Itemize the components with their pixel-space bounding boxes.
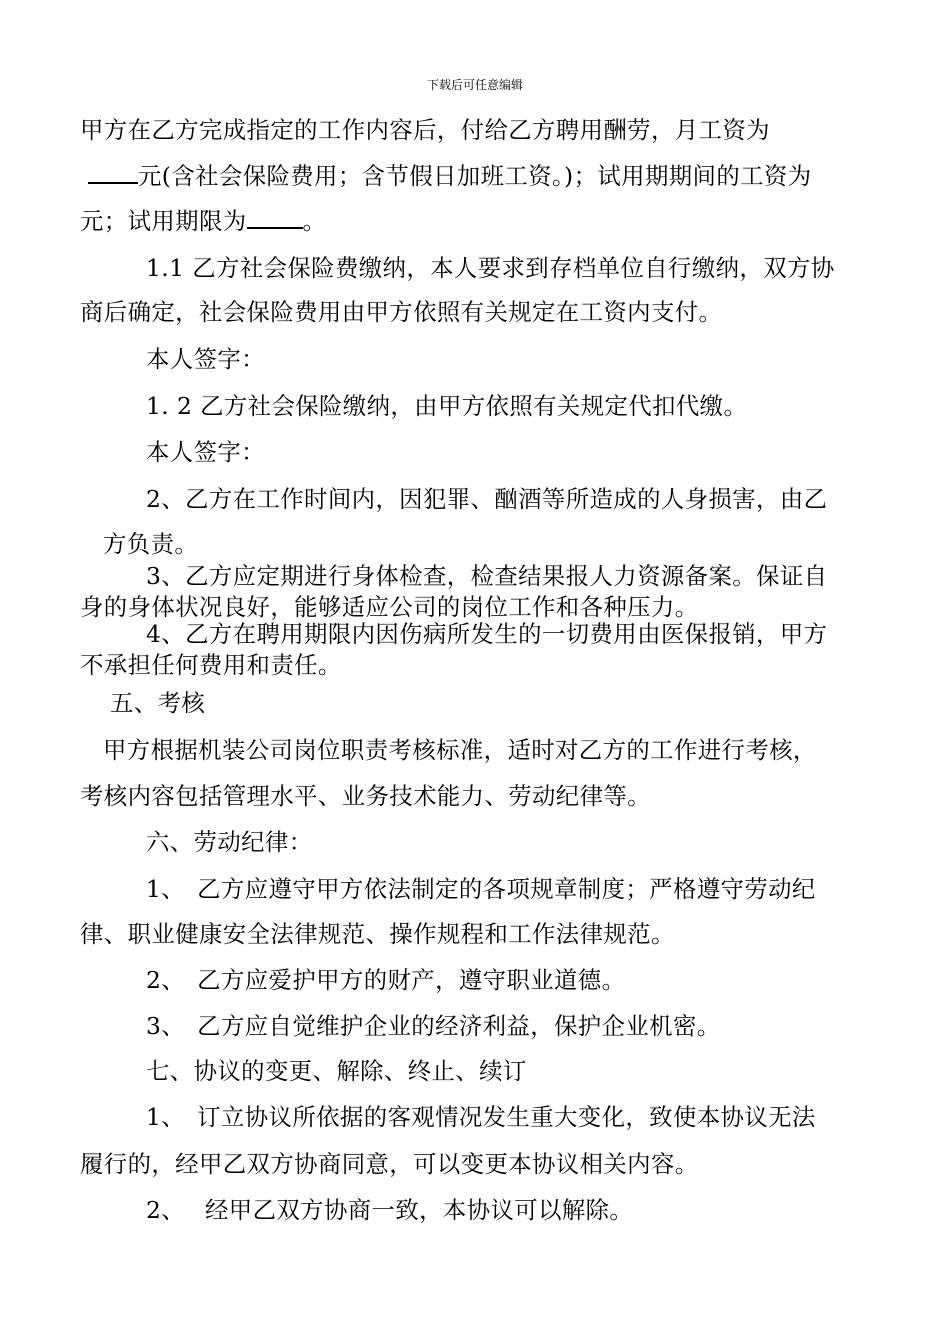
section-heading: 五、考核 bbox=[110, 689, 206, 717]
paragraph-line bbox=[88, 160, 812, 190]
signature-label: 本人签字： bbox=[146, 345, 265, 373]
paragraph-text: 元；试用期限为 bbox=[80, 207, 247, 235]
paragraph-line: 4、乙方在聘用期限内因伤病所发生的一切费用由医保报销，甲方 bbox=[146, 620, 828, 648]
paragraph-line: 不承担任何费用和责任。 bbox=[80, 651, 342, 679]
paragraph-line: 1. 2 乙方社会保险缴纳，由甲方依照有关规定代扣代缴。 bbox=[146, 392, 748, 420]
signature-label: 本人签字： bbox=[146, 438, 265, 466]
blank-underline bbox=[247, 205, 303, 229]
paragraph-line: 1、 乙方应遵守甲方依法制定的各项规章制度；严格遵守劳动纪 bbox=[146, 875, 816, 903]
paragraph-line: 方负责。 bbox=[103, 530, 199, 558]
paragraph-line: 考核内容包括管理水平、业务技术能力、劳动纪律等。 bbox=[80, 782, 651, 810]
paragraph-line: 1、 订立协议所依据的客观情况发生重大变化，致使本协议无法 bbox=[146, 1103, 816, 1131]
paragraph-line: 2、乙方在工作时间内，因犯罪、酗酒等所造成的人身损害，由乙 bbox=[146, 485, 828, 513]
section-heading: 六、劳动纪律： bbox=[146, 828, 313, 856]
blank-underline bbox=[88, 160, 138, 184]
section-heading: 七、协议的变更、解除、终止、续订 bbox=[146, 1057, 527, 1085]
paragraph-line: 1.1 乙方社会保险费缴纳，本人要求到存档单位自行缴纳，双方协 bbox=[146, 254, 835, 282]
paragraph-text: 元(含社会保险费用；含节假日加班工资。)；试用期期间的工资为 bbox=[138, 162, 812, 190]
paragraph-line: 3、乙方应定期进行身体检查，检查结果报人力资源备案。保证自 bbox=[146, 562, 828, 590]
paragraph-line: 3、 乙方应自觉维护企业的经济利益，保护企业机密。 bbox=[146, 1012, 721, 1040]
paragraph-line: 2、 乙方应爱护甲方的财产，遵守职业道德。 bbox=[146, 966, 626, 994]
paragraph-line: 律、职业健康安全法律规范、操作规程和工作法律规范。 bbox=[80, 920, 675, 948]
paragraph-line: 商后确定，社会保险费用由甲方依照有关规定在工资内支付。 bbox=[80, 298, 723, 326]
paragraph-text: 。 bbox=[302, 207, 327, 235]
paragraph-line: 履行的，经甲乙双方协商同意，可以变更本协议相关内容。 bbox=[80, 1150, 699, 1178]
paragraph-line: 2、 经甲乙双方协商一致，本协议可以解除。 bbox=[146, 1196, 634, 1224]
paragraph-line bbox=[80, 205, 326, 235]
paragraph-line: 甲方根据机装公司岗位职责考核标准，适时对乙方的工作进行考核， bbox=[103, 736, 817, 764]
page-header-note: 下载后可任意编辑 bbox=[426, 78, 523, 92]
paragraph-line: 甲方在乙方完成指定的工作内容后，付给乙方聘用酬劳，月工资为 bbox=[80, 116, 770, 144]
paragraph-line: 身的身体状况良好，能够适应公司的岗位工作和各种压力。 bbox=[80, 593, 699, 621]
